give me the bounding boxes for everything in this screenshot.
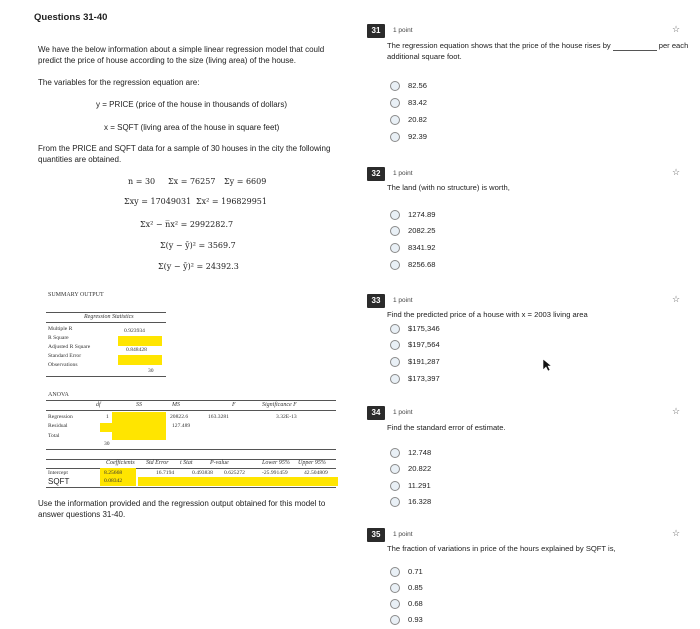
radio-button[interactable] <box>390 243 400 253</box>
footer-line-2: answer questions 31-40. <box>38 510 126 519</box>
option[interactable]: 0.85 <box>390 581 423 594</box>
anova-header-df: df <box>96 402 101 408</box>
points-label: 1 point <box>393 297 413 304</box>
radio-button[interactable] <box>390 374 400 384</box>
option[interactable]: 8256.68 <box>390 258 435 271</box>
intercept-t-stat: 0.493838 <box>192 470 213 476</box>
question-text-line2: additional square foot. <box>387 52 462 61</box>
radio-button[interactable] <box>390 132 400 142</box>
points-label: 1 point <box>393 531 413 538</box>
option[interactable]: 83.42 <box>390 96 427 109</box>
option[interactable]: 12.748 <box>390 446 431 459</box>
anova-row-total: Total <box>48 433 60 439</box>
coef-header-p-value: P-value <box>210 460 229 466</box>
points-label: 1 point <box>393 170 413 177</box>
f-value: 163.3281 <box>208 414 229 420</box>
option[interactable]: 16.328 <box>390 495 431 508</box>
variables-heading: The variables for the regression equation are: <box>38 78 200 87</box>
pin-icon[interactable]: ☆ <box>672 294 681 304</box>
anova-row-residual: Residual <box>48 423 68 429</box>
stat-label-r-square: R Square <box>48 335 69 341</box>
y-definition: y = PRICE (price of the house in thousands of dollars) <box>96 100 287 109</box>
option[interactable]: 20.82 <box>390 113 427 126</box>
anova-header-ms: MS <box>172 402 180 408</box>
question-text: Find the predicted price of a house with x = 2003 living area <box>387 310 588 319</box>
radio-button[interactable] <box>390 210 400 220</box>
stat-label-adj-r-square: Adjusted R Square <box>48 344 91 350</box>
question-number: 32 <box>367 167 385 181</box>
radio-button[interactable] <box>390 98 400 108</box>
intercept-upper-95: 42.504809 <box>304 470 328 476</box>
stat-label-std-error: Standard Error <box>48 353 82 359</box>
option[interactable]: $197,564 <box>390 338 440 351</box>
intercept-std-error: 16.7194 <box>156 470 175 476</box>
question-number: 34 <box>367 406 385 420</box>
stat-label-multiple-r: Multiple R <box>48 326 73 332</box>
radio-button[interactable] <box>390 615 400 625</box>
sqft-label: SQFT <box>48 477 70 486</box>
formula-n: n = 30 <box>128 177 156 186</box>
intro-line-1: We have the below information about a simple linear regression model that could <box>38 45 325 54</box>
formula-sum-x2: Σx² = 196829951 <box>196 197 267 206</box>
total-df: 30 <box>104 441 110 447</box>
formula-sst: Σ(y − ȳ)² = 24392.3 <box>158 262 239 271</box>
radio-button[interactable] <box>390 324 400 334</box>
intro-line-2: predict the price of house according to the size (living area) of the house. <box>38 56 296 65</box>
radio-button[interactable] <box>390 583 400 593</box>
radio-button[interactable] <box>390 340 400 350</box>
formula-sum-x: Σx = 76257 <box>168 177 216 186</box>
option[interactable]: 0.93 <box>390 613 423 626</box>
regression-ms: 20822.6 <box>170 414 189 420</box>
question-number: 35 <box>367 528 385 542</box>
formula-ssr: Σ(y − ȳ)² = 3569.7 <box>160 241 236 250</box>
answer-blank <box>613 43 657 51</box>
formula-sxx: Σx² − n̅x² = 2992282.7 <box>140 220 234 229</box>
radio-button[interactable] <box>390 226 400 236</box>
stat-label-observations: Observations <box>48 362 78 368</box>
significance-f: 3.32E-13 <box>276 414 297 420</box>
data-line-1: From the PRICE and SQFT data for a sample of 30 houses in the city the following <box>38 144 331 153</box>
coef-header-upper: Upper 95% <box>298 460 326 466</box>
formula-sum-y: Σy = 6609 <box>224 177 267 186</box>
radio-button[interactable] <box>390 115 400 125</box>
question-number: 33 <box>367 294 385 308</box>
pin-icon[interactable]: ☆ <box>672 528 681 538</box>
option[interactable]: 11.291 <box>390 479 431 492</box>
question-number: 31 <box>367 24 385 38</box>
radio-button[interactable] <box>390 260 400 270</box>
option[interactable]: 0.68 <box>390 597 423 610</box>
coef-header-coefficients: Coefficients <box>106 460 135 466</box>
points-label: 1 point <box>393 409 413 416</box>
radio-button[interactable] <box>390 357 400 367</box>
option[interactable]: 0.71 <box>390 565 423 578</box>
mouse-cursor-icon <box>542 358 552 372</box>
summary-output-title: SUMMARY OUTPUT <box>48 292 104 298</box>
question-text: Find the standard error of estimate. <box>387 423 506 432</box>
intercept-lower-95: -25.991459 <box>262 470 288 476</box>
multiple-r-value: 0.923934 <box>124 328 145 334</box>
data-line-2: quantities are obtained. <box>38 155 122 164</box>
radio-button[interactable] <box>390 481 400 491</box>
coef-header-std-error: Std Error <box>146 460 169 466</box>
intercept-label: Intercept <box>48 470 68 476</box>
regression-statistics-title: Regression Statistics <box>84 314 134 320</box>
adj-r2-value: 0.848428 <box>126 347 147 353</box>
regression-df: 1 <box>106 414 109 420</box>
option[interactable]: 2082.25 <box>390 224 435 237</box>
option[interactable]: $173,397 <box>390 372 440 385</box>
option[interactable]: 92.39 <box>390 130 427 143</box>
coef-header-t-stat: t Stat <box>180 460 193 466</box>
radio-button[interactable] <box>390 81 400 91</box>
pin-icon[interactable]: ☆ <box>672 406 681 416</box>
option[interactable]: 82.56 <box>390 79 427 92</box>
radio-button[interactable] <box>390 567 400 577</box>
residual-ms: 127.489 <box>172 423 191 429</box>
section-title: Questions 31-40 <box>34 12 108 23</box>
anova-header-sigf: Significance F <box>262 402 297 408</box>
intercept-p-value: 0.625272 <box>224 470 245 476</box>
question-text: The regression equation shows that the price of the house rises by per each <box>387 41 689 50</box>
question-text: The fraction of variations in price of the hours explained by SQFT is, <box>387 544 616 553</box>
points-label: 1 point <box>393 27 413 34</box>
option[interactable]: $175,346 <box>390 322 440 335</box>
sqft-coefficient: 0.08342 <box>104 478 123 484</box>
anova-header-f: F <box>232 402 236 408</box>
anova-title: ANOVA <box>48 392 69 398</box>
radio-button[interactable] <box>390 497 400 507</box>
anova-row-regression: Regression <box>48 414 73 420</box>
question-text: The land (with no structure) is worth, <box>387 183 510 192</box>
option[interactable]: 20.822 <box>390 462 431 475</box>
x-definition: x = SQFT (living area of the house in square feet) <box>104 123 280 132</box>
option[interactable]: 1274.89 <box>390 208 435 221</box>
intercept-coefficient: 8.25668 <box>104 470 123 476</box>
anova-header-ss: SS <box>136 402 142 408</box>
option[interactable]: 8341.92 <box>390 241 435 254</box>
observations-value: 30 <box>148 368 154 374</box>
coef-header-lower: Lower 95% <box>262 460 290 466</box>
pin-icon[interactable]: ☆ <box>672 167 681 177</box>
option[interactable]: $191,287 <box>390 355 440 368</box>
formula-sum-xy: Σxy = 17049031 <box>124 197 192 206</box>
pin-icon[interactable]: ☆ <box>672 24 681 34</box>
radio-button[interactable] <box>390 599 400 609</box>
footer-line-1: Use the information provided and the regression output obtained for this model to <box>38 499 326 508</box>
radio-button[interactable] <box>390 448 400 458</box>
radio-button[interactable] <box>390 464 400 474</box>
